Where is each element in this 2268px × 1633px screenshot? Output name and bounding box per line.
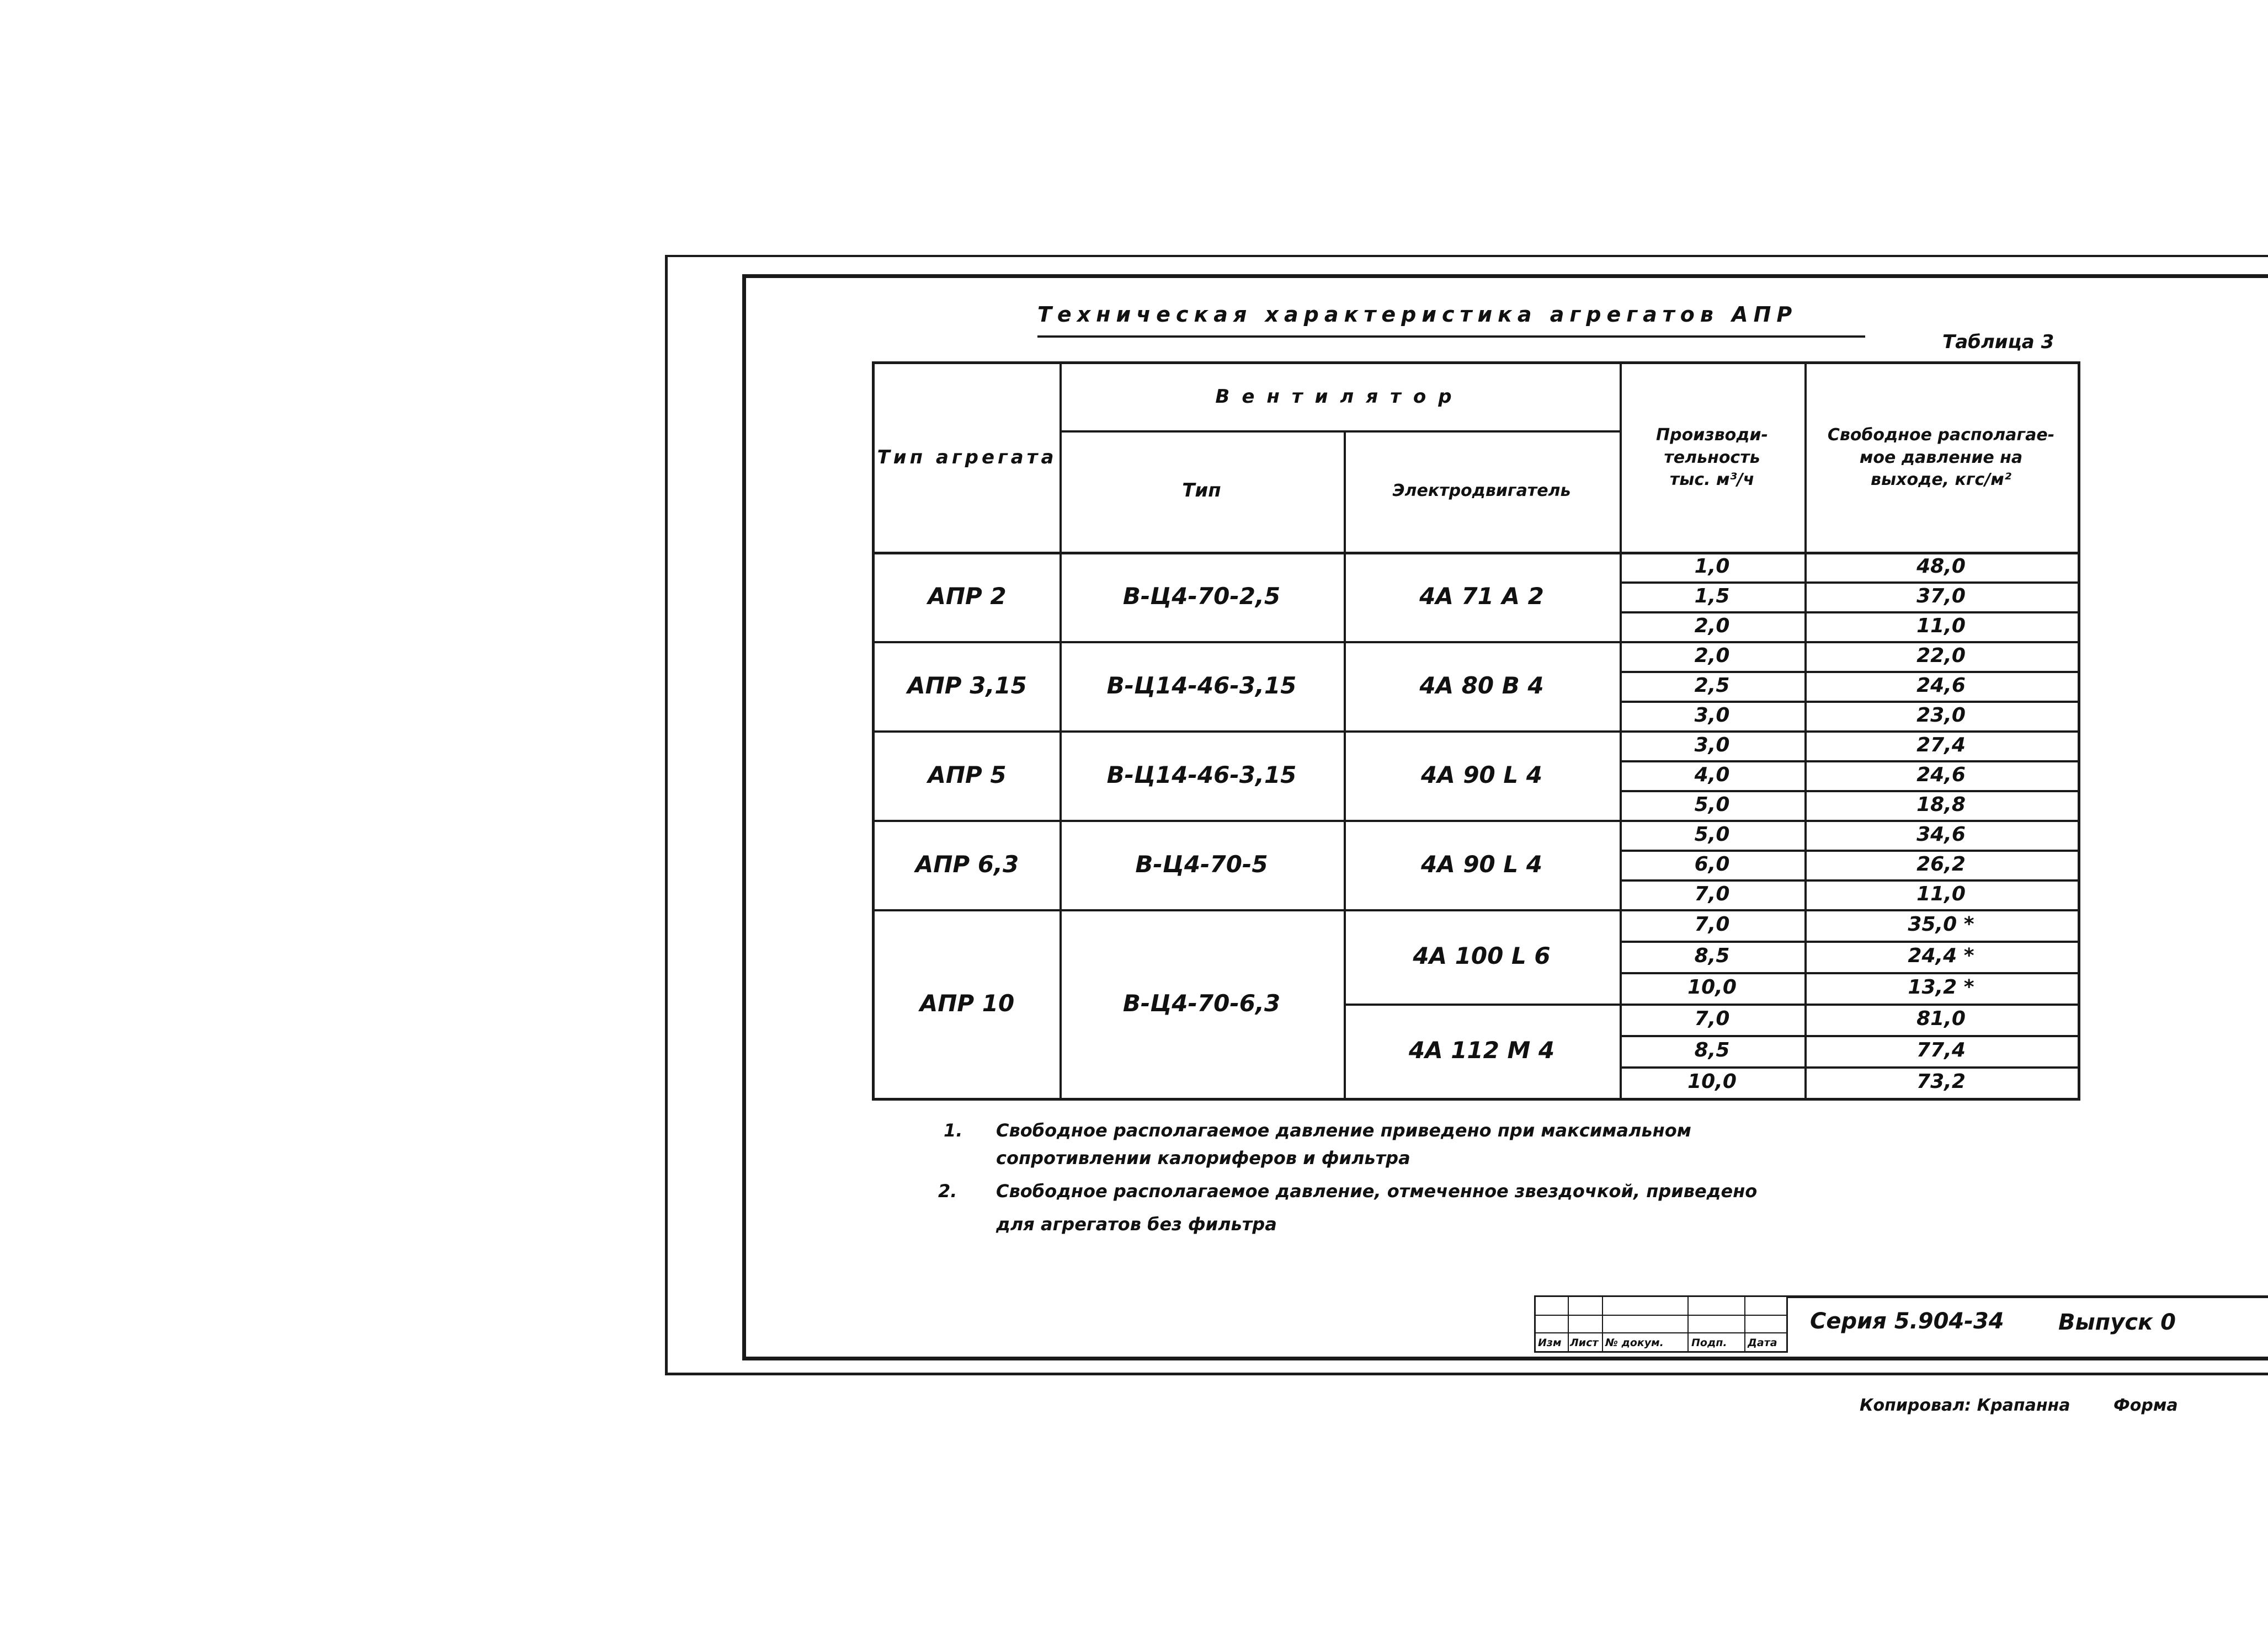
capacity-cell: 6,0 xyxy=(1694,852,1730,876)
unit-type-cell: АПР 5 xyxy=(928,761,1007,788)
fan-type-cell: В-Ц4-70-6,3 xyxy=(1122,989,1281,1017)
note-text: сопротивлении калориферов и фильтра xyxy=(996,1148,1410,1168)
pressure-cell: 81,0 xyxy=(1916,1007,1966,1031)
capacity-cell: 10,0 xyxy=(1687,1070,1737,1093)
header-capacity-line1: Производи- xyxy=(1656,425,1768,445)
capacity-cell: 7,0 xyxy=(1694,1007,1730,1031)
unit-type-cell: АПР 10 xyxy=(919,989,1015,1017)
capacity-cell: 1,5 xyxy=(1694,584,1730,607)
table-label: Таблица 3 xyxy=(1942,331,2054,353)
pressure-cell: 34,6 xyxy=(1916,823,1966,846)
note-number: 2. xyxy=(938,1181,957,1202)
motor-cell: 4А 112 М 4 xyxy=(1408,1037,1555,1064)
pressure-cell: 23,0 xyxy=(1916,703,1966,727)
unit-type-cell: АПР 3,15 xyxy=(907,671,1027,699)
header-pressure xyxy=(1804,364,2078,552)
motor-cell: 4А 90 L 4 xyxy=(1420,850,1543,878)
capacity-cell: 8,5 xyxy=(1694,1039,1730,1062)
copied-by: Копировал: Крапанна xyxy=(1860,1396,2070,1415)
header-fan-type: Тип xyxy=(1182,479,1221,502)
note-text: Свободное располагаемое давление приведено при максимальном xyxy=(996,1120,1691,1141)
pressure-cell: 22,0 xyxy=(1916,644,1966,667)
title-block-top-line xyxy=(1788,1295,2268,1298)
note-number: 1. xyxy=(944,1120,963,1141)
unit-type-cell: АПР 2 xyxy=(928,582,1007,610)
title-block-stamp xyxy=(1534,1295,1788,1353)
pressure-cell: 27,4 xyxy=(1916,733,1966,756)
fan-type-cell: В-Ц14-46-3,15 xyxy=(1106,761,1297,788)
pressure-cell: 18,8 xyxy=(1916,793,1966,816)
header-motor: Электродвигатель xyxy=(1392,481,1571,500)
document-title: Техническая характеристика агрегатов АПР xyxy=(1037,302,1798,327)
stamp-label: Изм xyxy=(1538,1337,1562,1349)
pressure-cell: 37,0 xyxy=(1916,584,1966,607)
pressure-cell: 73,2 xyxy=(1916,1070,1966,1093)
capacity-cell: 10,0 xyxy=(1687,976,1737,999)
pressure-cell: 77,4 xyxy=(1916,1039,1966,1062)
stamp-label: Подп. xyxy=(1691,1337,1727,1349)
header-capacity-unit: тыс. м³/ч xyxy=(1669,470,1755,490)
pressure-cell: 11,0 xyxy=(1916,614,1966,637)
format-label: Форма xyxy=(2113,1396,2178,1415)
title-underline xyxy=(1037,335,1865,338)
capacity-cell: 7,0 xyxy=(1694,913,1730,936)
pressure-cell: 24,6 xyxy=(1916,763,1966,786)
header-pressure-line2: мое давление на xyxy=(1859,447,2023,467)
spec-table xyxy=(872,361,2080,1101)
pressure-cell: 26,2 xyxy=(1916,852,1966,876)
fan-type-cell: В-Ц4-70-5 xyxy=(1135,850,1268,878)
capacity-cell: 1,0 xyxy=(1694,554,1730,578)
capacity-cell: 7,0 xyxy=(1694,882,1730,905)
pressure-cell: 35,0 * xyxy=(1908,913,1974,936)
capacity-cell: 3,0 xyxy=(1694,733,1730,756)
pressure-cell: 24,4 * xyxy=(1908,944,1974,968)
fan-type-cell: В-Ц14-46-3,15 xyxy=(1106,671,1297,699)
capacity-cell: 2,5 xyxy=(1694,674,1730,697)
capacity-cell: 5,0 xyxy=(1694,793,1730,816)
capacity-cell: 2,0 xyxy=(1694,614,1730,637)
header-pressure-line3: выходе, кгс/м² xyxy=(1871,470,2011,490)
motor-cell: 4А 80 В 4 xyxy=(1419,671,1544,699)
pressure-cell: 11,0 xyxy=(1916,882,1966,905)
stamp-label: Лист xyxy=(1570,1337,1599,1349)
pressure-cell: 48,0 xyxy=(1916,554,1966,578)
header-capacity-line2: тельность xyxy=(1664,447,1760,467)
note-text: Свободное располагаемое давление, отмеченное звездочкой, приведено xyxy=(996,1181,1758,1202)
unit-type-cell: АПР 6,3 xyxy=(915,850,1019,878)
stamp-label: Дата xyxy=(1748,1337,1777,1349)
capacity-cell: 4,0 xyxy=(1694,763,1730,786)
capacity-cell: 3,0 xyxy=(1694,703,1730,727)
fan-type-cell: В-Ц4-70-2,5 xyxy=(1122,582,1281,610)
pressure-cell: 13,2 * xyxy=(1908,976,1974,999)
header-capacity xyxy=(1620,364,1804,552)
capacity-cell: 8,5 xyxy=(1694,944,1730,968)
capacity-cell: 5,0 xyxy=(1694,823,1730,846)
stamp-label: № докум. xyxy=(1605,1337,1664,1349)
header-fan: Вентилятор xyxy=(1215,386,1464,408)
motor-cell: 4А 100 L 6 xyxy=(1413,942,1551,970)
header-pressure-line1: Свободное располагае- xyxy=(1827,425,2055,445)
header-unit-type: Тип агрегата xyxy=(877,446,1057,469)
pressure-cell: 24,6 xyxy=(1916,674,1966,697)
issue-label: Выпуск 0 xyxy=(2058,1310,2176,1335)
motor-cell: 4А 71 А 2 xyxy=(1419,582,1544,610)
capacity-cell: 2,0 xyxy=(1694,644,1730,667)
motor-cell: 4А 90 L 4 xyxy=(1420,761,1543,788)
series-label: Серия 5.904-34 xyxy=(1810,1309,2004,1334)
note-text: для агрегатов без фильтра xyxy=(996,1214,1277,1235)
